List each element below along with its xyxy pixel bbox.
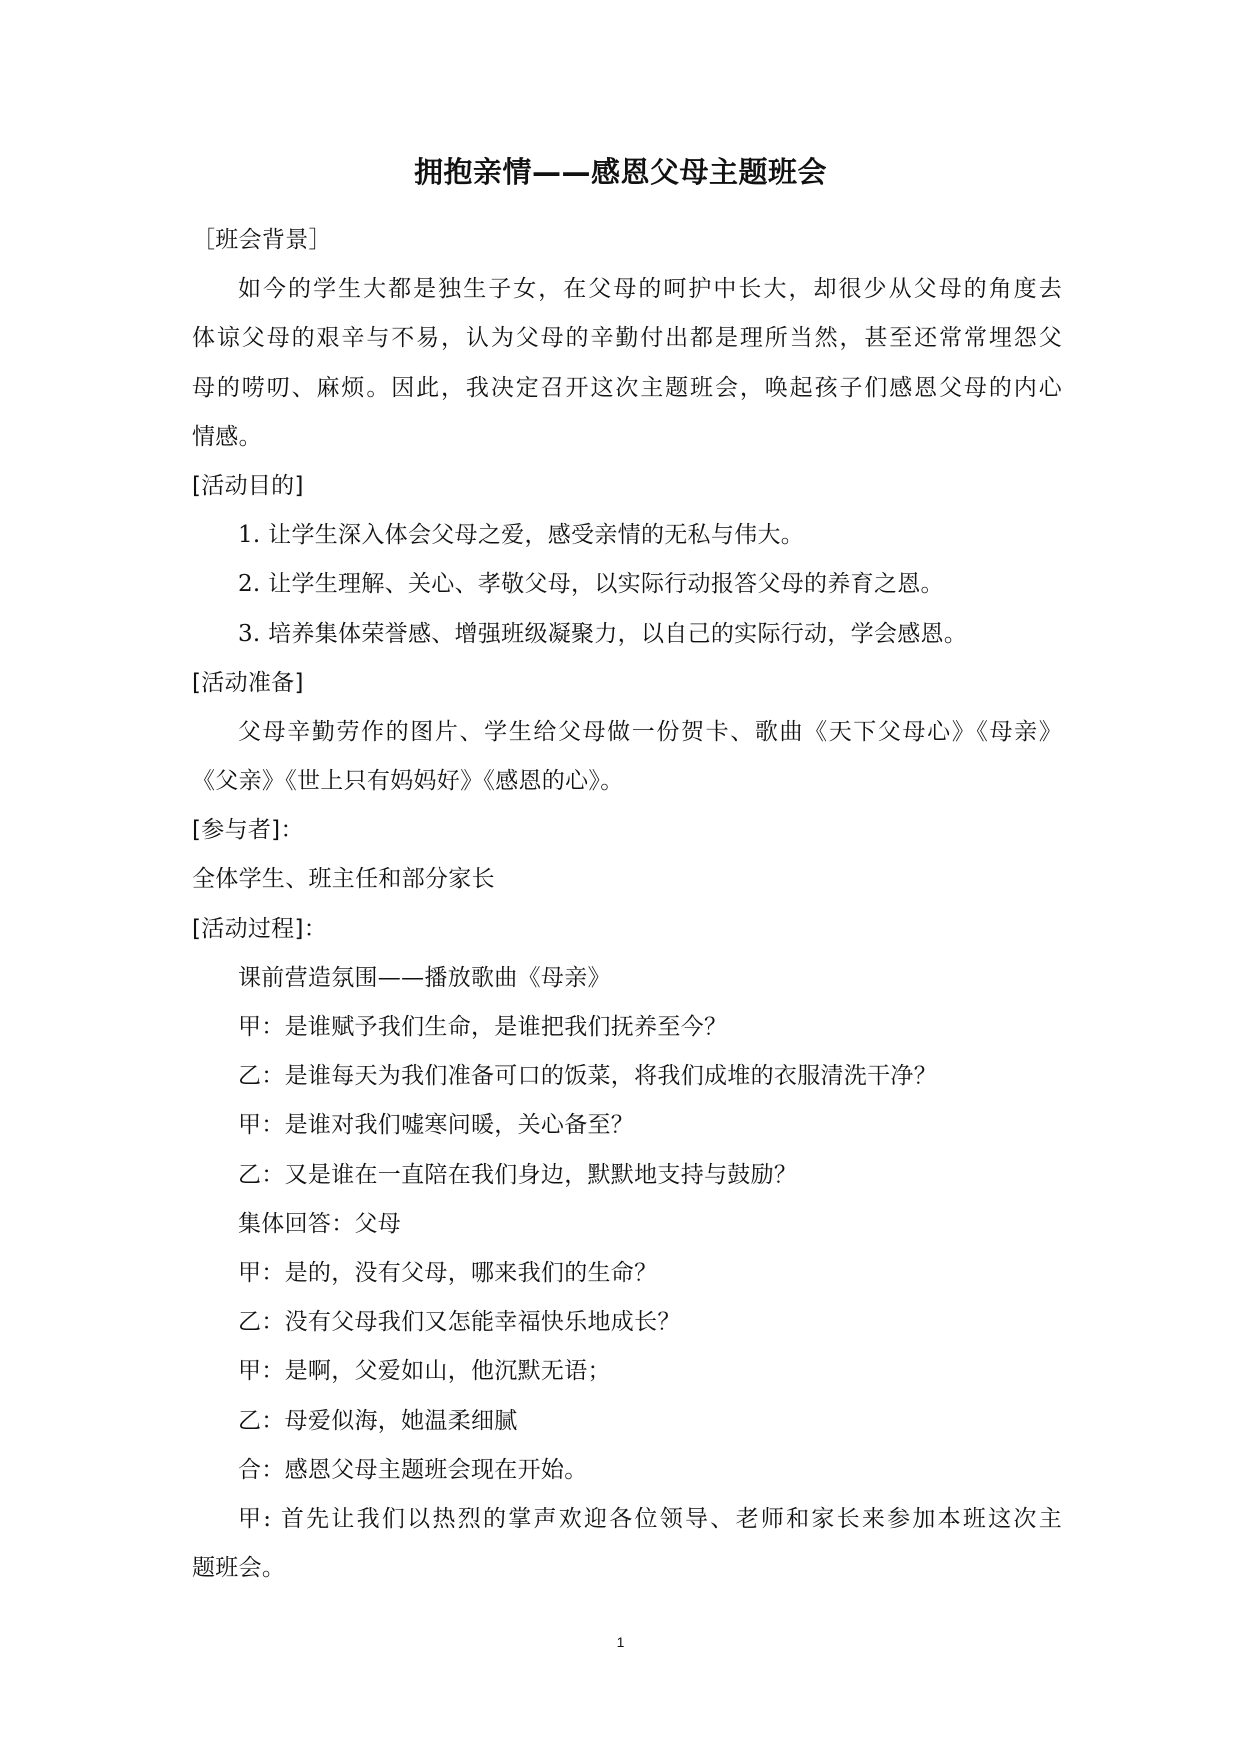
background-line-2: 体谅父母的艰辛与不易，认为父母的辛勤付出都是理所当然，甚至还常常埋怨父 xyxy=(192,325,1062,352)
purpose-item-3: 3. 培养集体荣誉感、增强班级凝聚力，以自己的实际行动，学会感恩。 xyxy=(238,620,968,647)
purpose-item-1: 1. 让学生深入体会父母之爱，感受亲情的无私与伟大。 xyxy=(238,522,805,549)
purpose-item-2: 2. 让学生理解、关心、孝敬父母，以实际行动报答父母的养育之恩。 xyxy=(238,571,944,598)
background-heading: ［班会背景］ xyxy=(192,227,332,253)
background-line-1: 如今的学生大都是独生子女，在父母的呵护中长大，却很少从父母的角度去 xyxy=(238,276,1062,303)
page-number: 1 xyxy=(616,1634,625,1650)
preparation-heading: [活动准备] xyxy=(192,669,304,696)
participants-heading: [参与者]： xyxy=(192,817,304,844)
process-line-8: 乙：没有父母我们又怎能幸福快乐地成长？ xyxy=(238,1309,681,1336)
process-line-2: 甲：是谁赋予我们生命，是谁把我们抚养至今？ xyxy=(238,1014,728,1040)
participants-text: 全体学生、班主任和部分家长 xyxy=(192,866,495,893)
process-line-9: 甲：是啊，父爱如山，他沉默无语； xyxy=(238,1358,611,1385)
process-heading: [活动过程]： xyxy=(192,915,328,942)
background-line-3: 母的唠叨、麻烦。因此，我决定召开这次主题班会，唤起孩子们感恩父母的内心 xyxy=(192,374,1062,401)
process-line-6: 集体回答：父母 xyxy=(238,1210,402,1237)
process-line-7: 甲：是的，没有父母，哪来我们的生命？ xyxy=(238,1259,658,1286)
document-body xyxy=(192,216,1062,1593)
process-line-10: 乙：母爱似海，她温柔细腻 xyxy=(238,1407,518,1434)
process-line-11: 合：感恩父母主题班会现在开始。 xyxy=(238,1456,588,1483)
process-line-4: 甲：是谁对我们嘘寒问暖，关心备至？ xyxy=(238,1112,635,1139)
process-final-line-2: 题班会。 xyxy=(192,1555,286,1582)
preparation-line-2: 《父亲》《世上只有妈妈好》《感恩的心》。 xyxy=(192,768,624,795)
page-title: 拥抱亲情——感恩父母主题班会 xyxy=(413,155,827,189)
purpose-heading: [活动目的] xyxy=(192,472,304,499)
process-final-line-1: 甲: 首先让我们以热烈的掌声欢迎各位领导、老师和家长来参加本班这次主 xyxy=(238,1505,1062,1532)
process-line-5: 乙：又是谁在一直陪在我们身边，默默地支持与鼓励？ xyxy=(238,1161,798,1188)
background-line-4: 情感。 xyxy=(192,423,262,450)
process-line-1: 课前营造氛围——播放歌曲《母亲》 xyxy=(238,964,611,991)
process-line-3: 乙：是谁每天为我们准备可口的饭菜，将我们成堆的衣服清洗干净？ xyxy=(238,1063,937,1090)
preparation-line-1: 父母辛勤劳作的图片、学生给父母做一份贺卡、歌曲《天下父母心》《母亲》 xyxy=(238,718,1062,745)
